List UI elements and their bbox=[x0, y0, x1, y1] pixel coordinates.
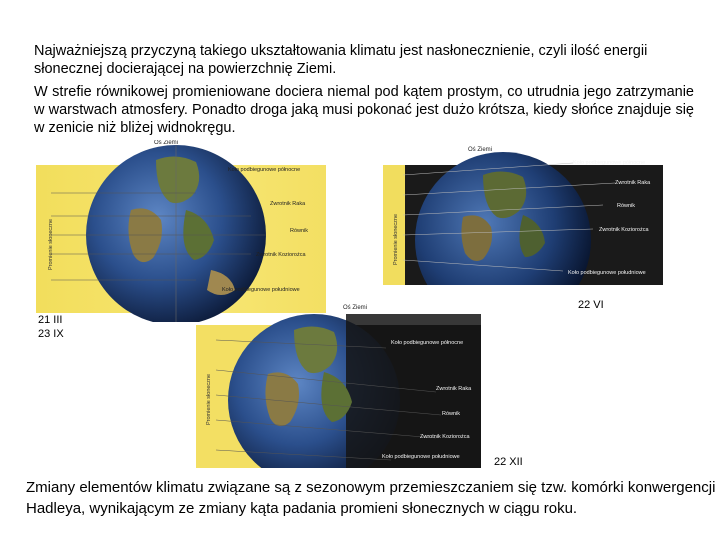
hadley-paragraph: Zmiany elementów klimatu związane są z sezonowym przemieszczaniem się tzw. komórki konwergencji Hadleya, wynikającym ze zmiany kąta padania promieni słonecznych w ciągu roku. bbox=[26, 479, 716, 517]
cancer-label: Zwrotnik Raka bbox=[436, 386, 472, 392]
antarctic-label: Koło podbiegunowe południowe bbox=[382, 454, 460, 460]
capricorn-label: Zwrotnik Koziorożca bbox=[420, 434, 470, 440]
equator-label: Równik bbox=[290, 228, 309, 234]
intro-paragraph: Najważniejszą przyczyną takiego ukształtowania klimatu jest nasłonecznienie, czyli ilość energii słonecznej docierającej na powierzchnię Ziemi. bbox=[34, 43, 648, 77]
arctic-label: Koło podbiegunowe północne bbox=[573, 160, 646, 166]
rays-label: Promienie słoneczne bbox=[48, 218, 54, 270]
rays-label: Promienie słoneczne bbox=[393, 213, 399, 265]
winter-figure bbox=[196, 300, 481, 468]
antarctic-label: Koło podbiegunowe południowe bbox=[568, 270, 646, 276]
axis-label: Oś Ziemi bbox=[343, 305, 367, 311]
arctic-label: Koło podbiegunowe północne bbox=[228, 167, 301, 173]
date-equinox-spring: 21 III bbox=[38, 314, 63, 326]
summer-globe bbox=[383, 145, 663, 285]
date-equinox-autumn: 23 IX bbox=[38, 328, 64, 340]
rays-label: Promienie słoneczne bbox=[206, 373, 212, 425]
winter-globe bbox=[196, 300, 481, 468]
cancer-label: Zwrotnik Raka bbox=[615, 180, 651, 186]
equator-label: Równik bbox=[442, 411, 461, 417]
arctic-label: Koło podbiegunowe północne bbox=[391, 340, 464, 346]
equinox-figure bbox=[36, 140, 326, 322]
capricorn-label: Zwrotnik Koziorożca bbox=[599, 227, 649, 233]
cancer-label: Zwrotnik Raka bbox=[270, 201, 306, 207]
equator-label: Równik bbox=[617, 203, 636, 209]
equator-paragraph: W strefie równikowej promieniowane dociera niemal pod kątem prostym, co utrudnia jego zatrzymanie w warstwach atmosfery. Ponadto droga jaką musi pokonać jest dużo krótsza, kiedy słońce znajduje się w zenicie niż bliżej widnokręgu. bbox=[34, 84, 694, 136]
axis-label: Oś Ziemi bbox=[468, 147, 492, 153]
axis-label: Oś Ziemi bbox=[154, 140, 178, 146]
summer-figure bbox=[383, 145, 663, 285]
capricorn-label: Zwrotnik Koziorożca bbox=[256, 252, 306, 258]
date-summer: 22 VI bbox=[578, 299, 604, 311]
antarctic-label: Koło podbiegunowe południowe bbox=[222, 287, 300, 293]
date-winter: 22 XII bbox=[494, 456, 523, 468]
